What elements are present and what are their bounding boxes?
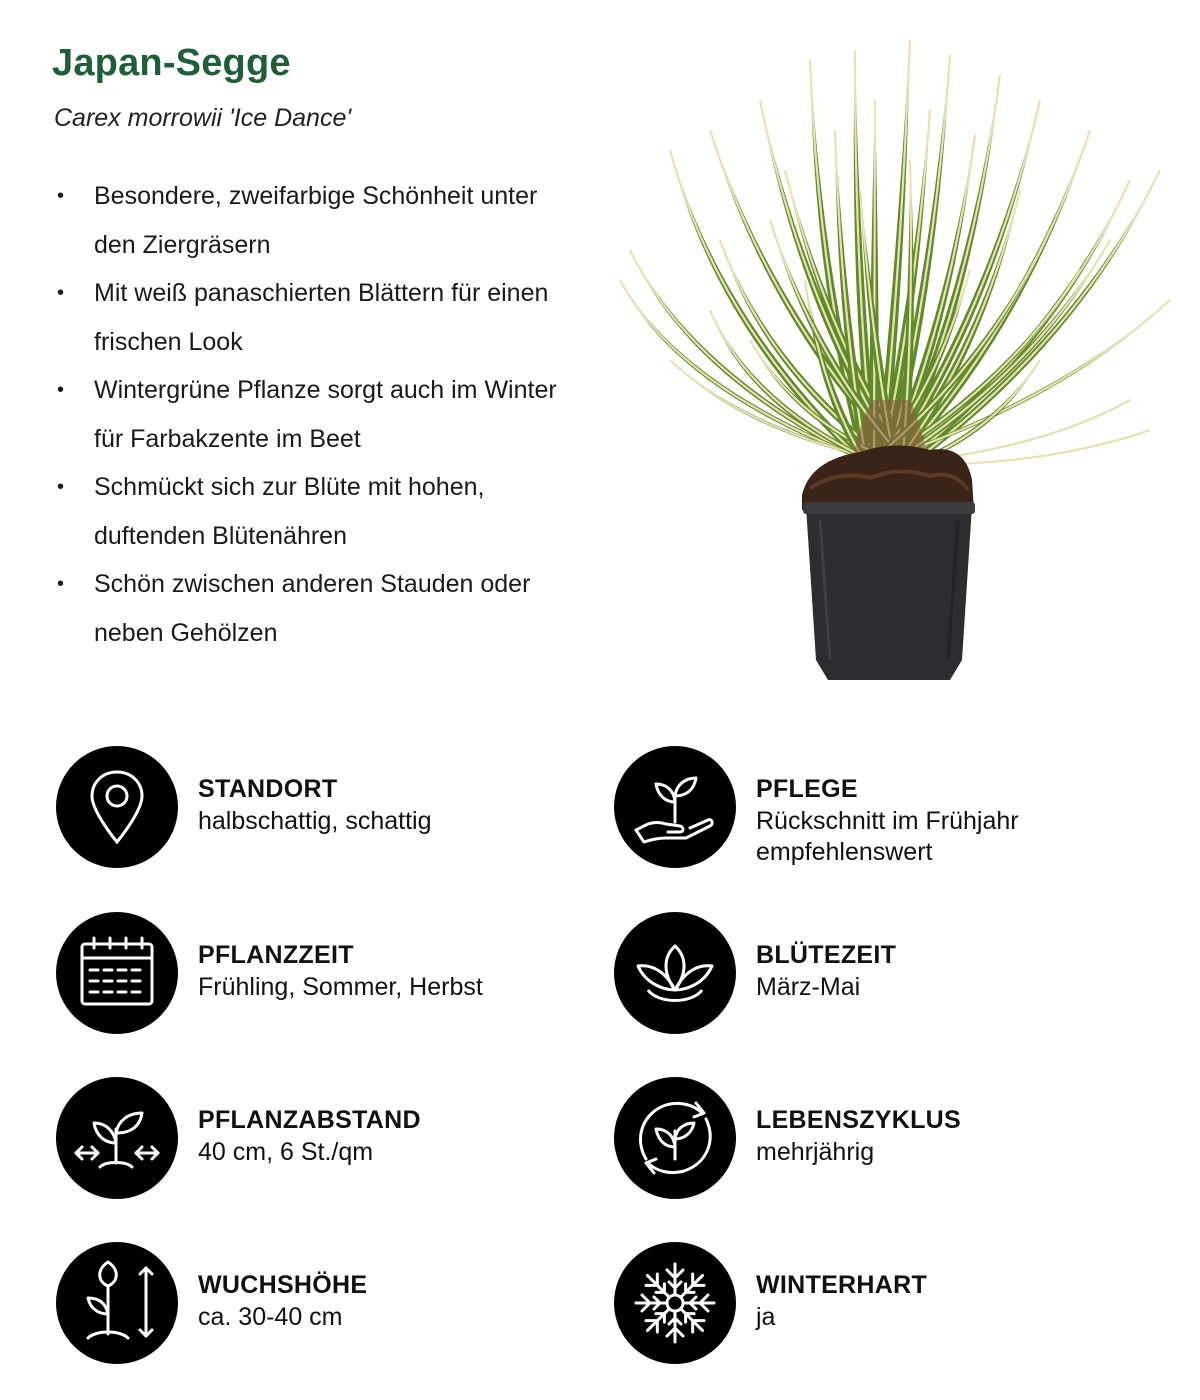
feature-text: neben Gehölzen [94,618,278,647]
feature-text: duftenden Blütenähren [94,521,347,550]
attribute-value: 40 cm, 6 St./qm [198,1138,374,1166]
plant-height-icon [56,1242,178,1364]
attribute-value: mehrjährig [756,1138,875,1166]
attribute-value: Rückschnitt im Frühjahr empfehlenswert [756,807,1019,866]
attribute-value: ca. 30-40 cm [198,1303,343,1331]
bullet-dot: • [57,379,65,401]
attribute-label: WINTERHART [756,1271,928,1299]
attribute-wuchshoehe [56,1242,596,1372]
bullet-dot: • [57,185,65,207]
attribute-value: Frühling, Sommer, Herbst [198,973,483,1001]
attribute-lebenszyklus [614,1077,1154,1207]
attribute-label: WUCHSHÖHE [198,1271,368,1299]
attribute-label: PFLANZZEIT [198,941,354,969]
attribute-value: ja [756,1303,776,1331]
plant-spacing-icon [56,1077,178,1199]
hand-seedling-icon [614,746,736,868]
attribute-pflanzabstand [56,1077,596,1207]
attribute-value: März-Mai [756,973,861,1001]
attribute-pflanzzeit [56,912,596,1042]
feature-item [54,269,614,366]
feature-text: Schön zwischen anderen Stauden oder [94,570,531,598]
bullet-dot: • [57,282,65,304]
feature-list [54,172,614,657]
feature-text: für Farbakzente im Beet [94,424,361,453]
feature-text: Mit weiß panaschierten Blättern für einen [94,279,549,307]
attribute-standort [56,746,596,876]
feature-item [54,366,614,463]
calendar-icon [56,912,178,1034]
feature-text: Wintergrüne Pflanze sorgt auch im Winter [94,376,557,404]
location-pin-icon [56,746,178,868]
grass-leaves [620,40,1170,470]
attribute-label: PFLEGE [756,775,858,803]
attribute-bluetezeit [614,912,1154,1042]
attribute-value: halbschattig, schattig [198,807,432,835]
product-image [610,40,1180,690]
attribute-label: LEBENSZYKLUS [756,1106,962,1134]
feature-item [54,560,614,657]
feature-text: den Ziergräsern [94,230,271,259]
attribute-label: BLÜTEZEIT [756,941,897,969]
attribute-winterhart [614,1242,1154,1372]
feature-text: Besondere, zweifarbige Schönheit unter [94,182,538,210]
bullet-dot: • [57,573,65,595]
latin-name: Carex morrowii 'Ice Dance' [54,104,352,132]
feature-item [54,463,614,560]
attribute-label: PFLANZABSTAND [198,1106,421,1134]
feature-text: frischen Look [94,327,243,356]
feature-text: Schmückt sich zur Blüte mit hohen, [94,473,485,501]
attribute-pflege [614,746,1154,876]
lotus-flower-icon [614,912,736,1034]
feature-item [54,172,614,269]
snowflake-icon [614,1242,736,1364]
plant-cycle-icon [614,1077,736,1199]
attribute-label: STANDORT [198,775,338,803]
bullet-dot: • [57,476,65,498]
product-title: Japan-Segge [52,42,291,84]
